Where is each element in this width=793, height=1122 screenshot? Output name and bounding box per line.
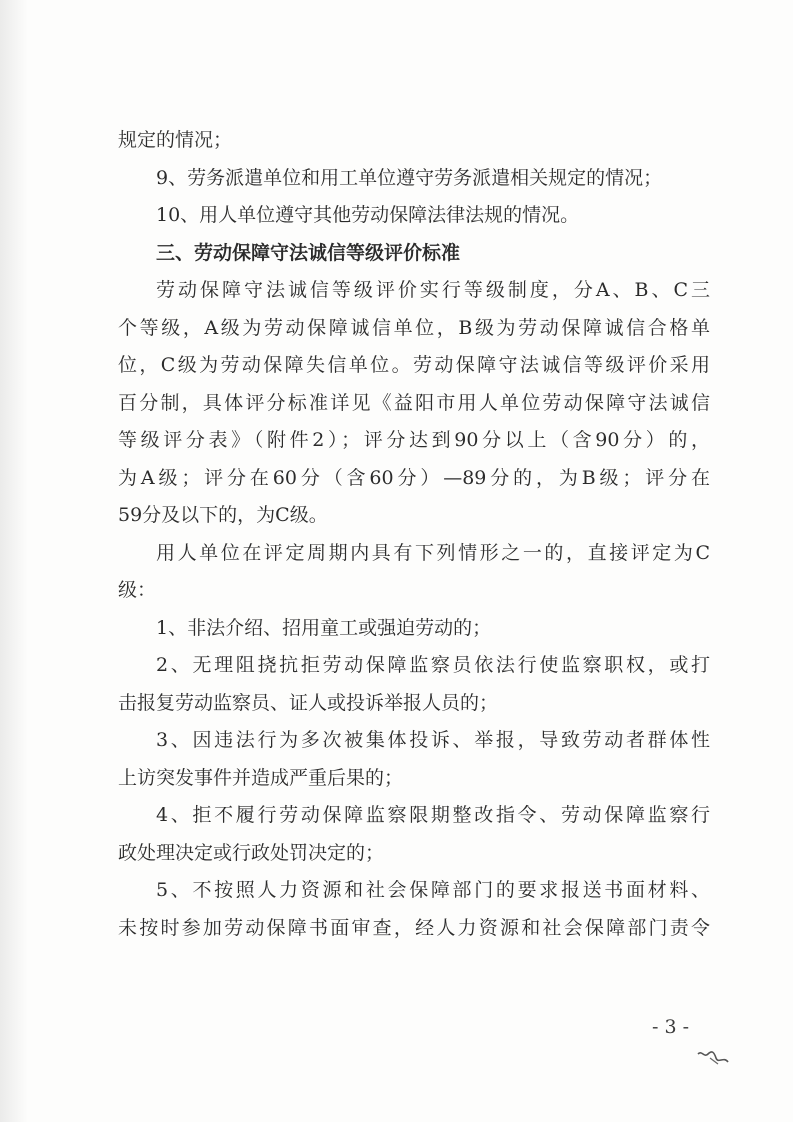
- text-line: 未按时参加劳动保障书面审查，经人力资源和社会保障部门责令: [118, 916, 710, 939]
- text-line: 上访突发事件并造成严重后果的；: [118, 766, 404, 789]
- text-line: 百分制，具体评分标准详见《益阳市用人单位劳动保障守法诚信: [118, 391, 710, 414]
- page-number: - 3 -: [652, 1016, 690, 1038]
- text-line: 10、用人单位遵守其他劳动保障法律法规的情况。: [156, 204, 580, 226]
- text-line: 2、无理阻挠抗拒劳动保障监察员依法行使监察职权，或打: [156, 654, 710, 676]
- text-line: 1、非法介绍、招用童工或强迫劳动的；: [156, 616, 492, 639]
- text-line: 5、不按照人力资源和社会保障部门的要求报送书面材料、: [156, 879, 710, 901]
- text-line: 59分及以下的，为C级。: [118, 504, 328, 526]
- text-line: 9、劳务派遣单位和用工单位遵守劳务派遣相关规定的情况；: [156, 166, 663, 189]
- text-line: 3、因违法行为多次被集体投诉、举报，导致劳动者群体性: [156, 729, 710, 751]
- text-line: 4、拒不履行劳动保障监察限期整改指令、劳动保障监察行: [156, 804, 710, 826]
- text-line: 政处理决定或行政处罚决定的；: [118, 841, 385, 864]
- text-line: 个等级，A级为劳动保障诚信单位，B级为劳动保障诚信合格单: [118, 316, 710, 339]
- text-line: 等级评分表》（附件2）；评分达到90分以上（含90分）的，: [118, 429, 710, 451]
- document-body: [118, 122, 710, 947]
- text-line: 为A级；评分在60分（含60分）—89分的，为B级；评分在: [118, 466, 710, 489]
- text-line: 劳动保障守法诚信等级评价实行等级制度，分A、B、C三: [156, 279, 710, 301]
- text-line: 级：: [118, 579, 157, 601]
- pen-mark-icon: [696, 1046, 730, 1068]
- section-heading: 三、劳动保障守法诚信等级评价标准: [156, 241, 461, 264]
- text-line: 用人单位在评定周期内具有下列情形之一的，直接评定为C: [156, 541, 710, 564]
- text-line: 位，C级为劳动保障失信单位。劳动保障守法诚信等级评价采用: [118, 354, 710, 376]
- text-line: 规定的情况；: [118, 129, 233, 151]
- text-line: 击报复劳动监察员、证人或投诉举报人员的；: [118, 691, 499, 714]
- scan-edge-shadow: [0, 0, 28, 1122]
